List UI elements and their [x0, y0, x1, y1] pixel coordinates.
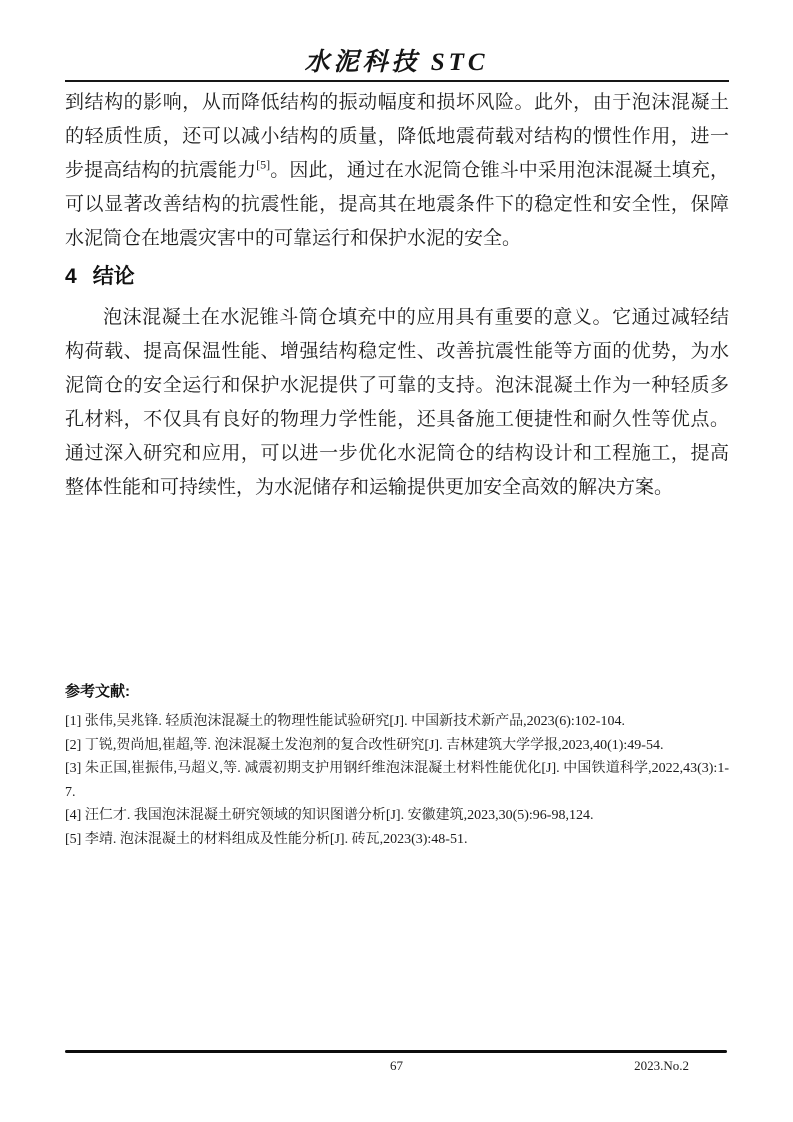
paragraph-text-after-citation: 。因此，通过在水泥筒仓锥斗中采用泡沫混凝土填充，可以显著改善结构的抗震性能，提高其在地震条件下的稳定性和安全性，保障水泥筒仓在地震灾害中的可靠运行和保护水泥的安全。 — [65, 160, 729, 249]
reference-item-5: [5] 李靖. 泡沫混凝土的材料组成及性能分析[J]. 砖瓦,2023(3):48-51. — [65, 831, 468, 847]
section-title: 结论 — [92, 265, 135, 288]
references-section — [65, 680, 729, 851]
conclusion-paragraph: 泡沫混凝土在水泥锥斗筒仓填充中的应用具有重要的意义。它通过减轻结构荷载、提高保温性能、增强结构稳定性、改善抗震性能等方面的优势，为水泥筒仓的安全运行和保护水泥提供了可靠的支持。泡沫混凝土作为一种轻质多孔材料，不仅具有良好的物理力学性能，还具备施工便捷性和耐久性等优点。通过深入研究和应用，可以进一步优化水泥筒仓的结构设计和工程施工，提高整体性能和可持续性，为水泥储存和运输提供更加安全高效的解决方案。 — [65, 307, 729, 498]
journal-title: 水泥科技 STC — [304, 49, 489, 76]
section-heading — [65, 260, 729, 290]
issue-number: 2023.No.2 — [634, 1058, 689, 1073]
citation-marker: [5] — [256, 157, 271, 172]
reference-item-4: [4] 汪仁才. 我国泡沫混凝土研究领域的知识图谱分析[J]. 安徽建筑,2023,30(5):96-98,124. — [65, 808, 594, 823]
section-number: 4 — [65, 265, 77, 288]
page-number: 67 — [390, 1058, 403, 1073]
references-heading: 参考文献: — [65, 683, 130, 700]
paragraph-text-before-citation: 到结构的影响，从而降低结构的振动幅度和损坏风险。此外，由于泡沫混凝土的轻质性质，还可以减小结构的质量，降低地震荷载对结构的惯性作用，进一步提高结构的抗震能力 — [65, 92, 729, 181]
footer-rule — [65, 1050, 727, 1053]
reference-item-3: [3] 朱正国,崔振伟,马超义,等. 减震初期支护用钢纤维泡沫混凝土材料性能优化[J]. 中国铁道科学,2022,43(3):1-7. — [65, 761, 729, 800]
paragraph-continuation — [65, 86, 729, 256]
header-rule — [65, 80, 729, 82]
reference-item-2: [2] 丁锐,贺尚旭,崔超,等. 泡沫混凝土发泡剂的复合改性研究[J]. 吉林建筑大学学报,2023,40(1):49-54. — [65, 737, 664, 753]
reference-item-1: [1] 张伟,吴兆锋. 轻质泡沫混凝土的物理性能试验研究[J]. 中国新技术新产品,2023(6):102-104. — [65, 714, 625, 729]
